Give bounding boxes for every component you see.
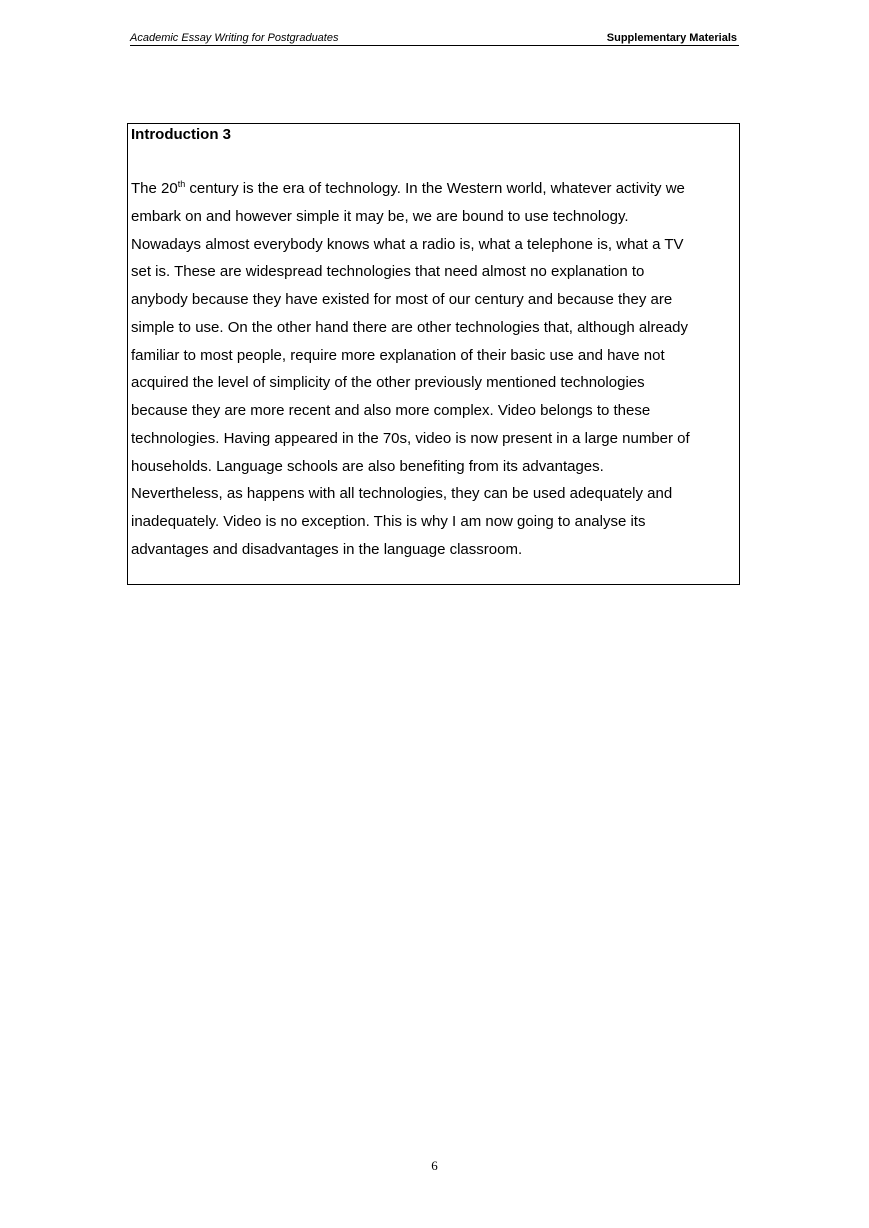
first-line-rest: century is the era of technology. In the Western world, whatever activity we bbox=[185, 180, 685, 197]
page-header bbox=[130, 31, 739, 46]
page-number: 6 bbox=[431, 1158, 438, 1173]
paragraph-line: advantages and disadvantages in the language classroom. bbox=[131, 540, 523, 558]
paragraph-line: Nevertheless, as happens with all technologies, they can be used adequately and bbox=[131, 485, 673, 503]
paragraph-line: technologies. Having appeared in the 70s, video is now present in a large number of bbox=[131, 429, 690, 447]
paragraph-line-1 bbox=[131, 180, 685, 197]
first-word: The 20 bbox=[131, 180, 178, 197]
paragraph-line: because they are more recent and also more complex. Video belongs to these bbox=[131, 402, 651, 419]
introduction-paragraph bbox=[131, 175, 731, 564]
paragraph-line: households. Language schools are also benefiting from its advantages. bbox=[131, 457, 604, 475]
paragraph-line: simple to use. On the other hand there are other technologies that, although already bbox=[131, 318, 689, 336]
paragraph-line: acquired the level of simplicity of the other previously mentioned technologies bbox=[131, 374, 645, 392]
ordinal-superscript: th bbox=[177, 179, 186, 189]
paragraph-line: set is. These are widespread technologies that need almost no explanation to bbox=[131, 263, 645, 281]
paragraph-line: inadequately. Video is no exception. This is why I am now going to analyse its bbox=[131, 513, 646, 530]
section-title: Supplementary Materials bbox=[606, 32, 737, 44]
introduction-box bbox=[127, 123, 740, 585]
paragraph-line: anybody because they have existed for most of our century and because they are bbox=[131, 291, 673, 308]
paragraph-line: familiar to most people, require more explanation of their basic use and have not bbox=[131, 346, 665, 364]
introduction-heading: Introduction 3 bbox=[131, 126, 231, 143]
document-title: Academic Essay Writing for Postgraduates bbox=[130, 32, 339, 44]
paragraph-line: Nowadays almost everybody knows what a radio is, what a telephone is, what a TV bbox=[131, 235, 684, 253]
paragraph-line: embark on and however simple it may be, we are bound to use technology. bbox=[131, 207, 629, 225]
